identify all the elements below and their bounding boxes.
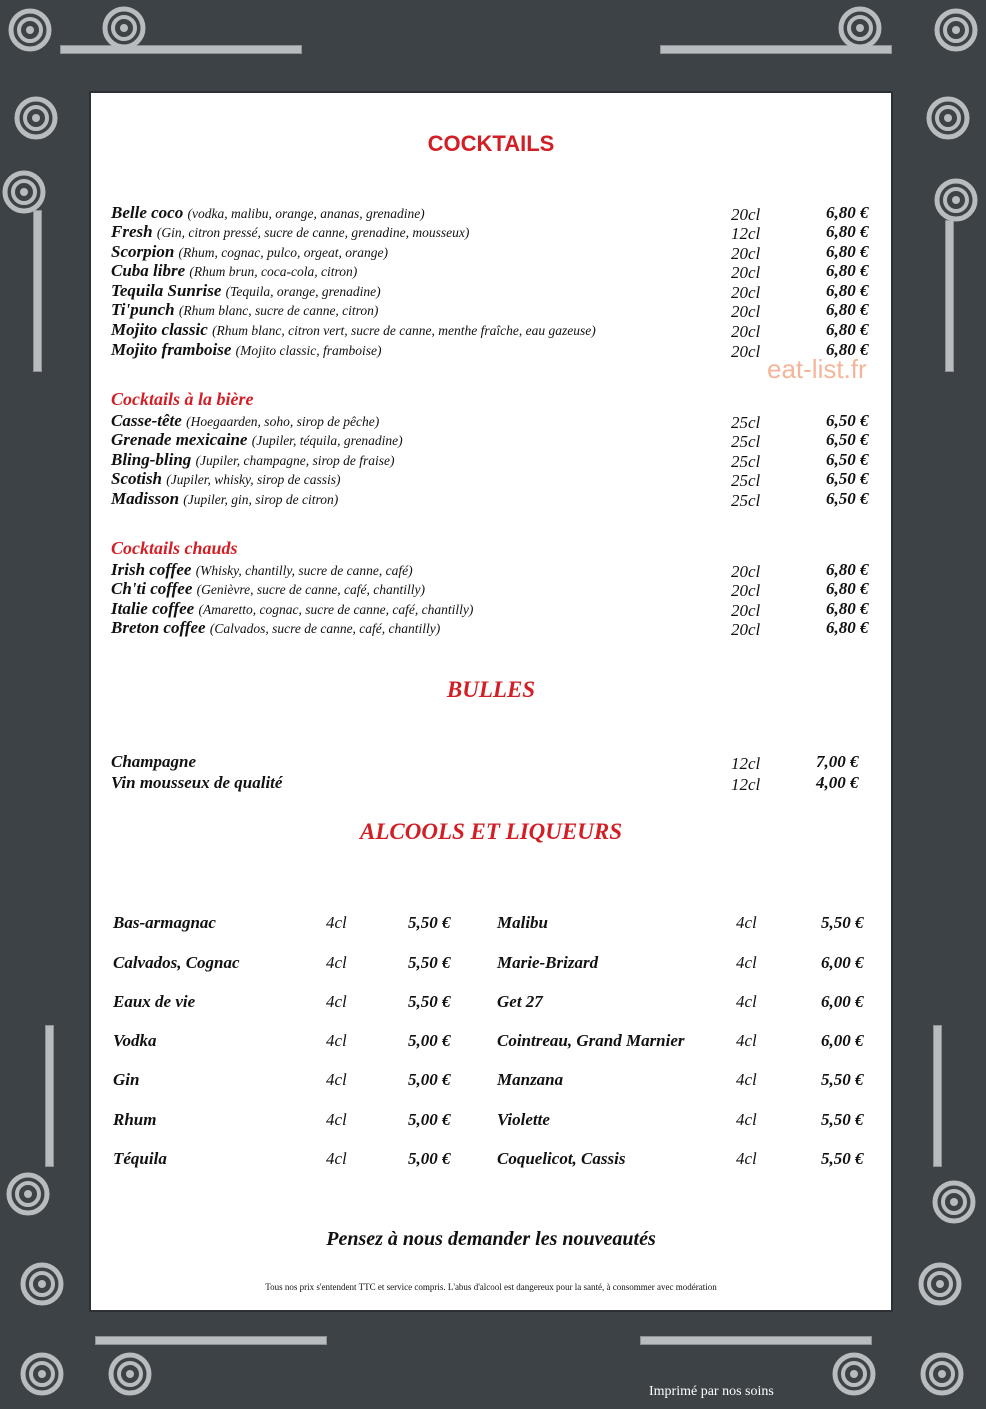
frame-bar-bottom-right [640,1336,872,1345]
spiral-ornament-icon [934,8,978,52]
item-volume: 25cl [731,413,761,432]
item-name: Ch'ti coffee [111,579,193,598]
footnote: Tous nos prix s'entendent TTC et service compris. L'abus d'alcool est dangereux pour la santé, à consommer avec modération [265,1282,717,1292]
item-price: 5,50 € [408,992,451,1011]
spiral-ornament-icon [918,1262,962,1306]
item-price: 5,50 € [821,1070,864,1089]
item-volume: 25cl [731,432,761,451]
item-description: (Genièvre, sucre de canne, café, chantilly) [196,582,426,597]
item-name: Champagne [111,752,197,771]
item-name: Téquila [113,1149,167,1168]
item-volume: 25cl [731,471,761,490]
printed-note: Imprimé par nos soins [649,1384,774,1399]
item-description: (Mojito classic, framboise) [235,343,382,358]
menu-item [111,222,881,242]
item-volume: 12cl [731,224,761,243]
menu-sheet [91,93,891,1310]
menu-item [111,411,881,431]
item-volume: 20cl [731,244,761,263]
item-name: Coquelicot, Cassis [497,1149,626,1168]
menu-item [111,242,881,262]
menu-item [111,752,881,772]
item-price: 6,80 € [826,560,869,579]
item-name: Mojito framboise [111,340,232,359]
item-price: 5,50 € [821,913,864,932]
menu-item [111,281,881,301]
item-name: Malibu [497,913,549,932]
item-description: (Hoegaarden, soho, sirop de pêche) [186,414,380,429]
item-price: 6,00 € [821,953,864,972]
item-price: 5,50 € [821,1110,864,1129]
item-volume: 20cl [731,205,761,224]
item-volume: 4cl [736,1031,757,1050]
item-name: Bling-bling [111,450,192,469]
spiral-ornament-icon [20,1262,64,1306]
item-name: Casse-tête [111,411,182,430]
item-volume: 12cl [731,775,761,794]
item-volume: 4cl [326,1110,347,1129]
menu-item [111,203,881,223]
item-volume: 4cl [326,913,347,932]
spirits-heading: ALCOOLS ET LIQUEURS [360,819,622,844]
frame-bar-bottom-left [95,1336,327,1345]
item-description: (Gin, citron pressé, sucre de canne, grenadine, mousseux) [156,225,470,240]
menu-item [111,560,881,580]
item-description: (Jupiler, whisky, sirop de cassis) [166,472,341,487]
item-description: (Rhum brun, coca-cola, citron) [189,264,358,279]
item-volume: 4cl [736,953,757,972]
frame-bar-top-left [60,45,302,54]
menu-item [111,320,881,340]
frame-bar-left-lower [45,1025,54,1167]
item-name: Eaux de vie [113,992,196,1011]
item-name: Rhum [113,1110,157,1129]
item-description: (Rhum blanc, citron vert, sucre de canne, menthe fraîche, eau gazeuse) [212,323,596,338]
item-volume: 4cl [736,992,757,1011]
spiral-ornament-icon [838,6,882,50]
item-name: Madisson [111,489,180,508]
item-name: Marie-Brizard [497,953,599,972]
item-name: Vin mousseux de qualité [111,773,283,792]
frame-bar-right-lower [933,1025,942,1167]
spiral-ornament-icon [926,96,970,140]
item-name: Manzana [497,1070,564,1089]
item-price: 6,50 € [826,450,869,469]
tagline: Pensez à nous demander les nouveautés [326,1228,656,1250]
spiral-ornament-icon [8,8,52,52]
item-volume: 4cl [326,1031,347,1050]
hot-cocktails-heading: Cocktails chauds [111,538,238,558]
item-name: Scorpion [111,242,175,261]
item-price: 6,80 € [826,242,869,261]
menu-item [111,340,881,360]
menu-item [111,773,881,793]
item-price: 5,50 € [408,953,451,972]
item-name: Violette [497,1110,550,1129]
spiral-ornament-icon [108,1352,152,1396]
item-description: (Jupiler, téquila, grenadine) [251,433,403,448]
item-price: 6,00 € [821,1031,864,1050]
spiral-ornament-icon [14,96,58,140]
item-volume: 4cl [326,1070,347,1089]
item-name: Bas-armagnac [113,913,216,932]
frame-bar-right-upper [945,220,954,372]
item-volume: 20cl [731,322,761,341]
menu-item [111,489,881,509]
item-price: 4,00 € [816,773,859,792]
item-price: 6,50 € [826,469,869,488]
frame-bar-left-upper [33,210,42,372]
item-price: 6,80 € [826,281,869,300]
item-name: Breton coffee [111,618,206,637]
item-price: 5,00 € [408,1031,451,1050]
item-volume: 4cl [736,1110,757,1129]
item-volume: 20cl [731,581,761,600]
item-volume: 25cl [731,452,761,471]
item-price: 5,00 € [408,1070,451,1089]
spiral-ornament-icon [2,170,46,214]
spiral-ornament-icon [934,178,978,222]
item-name: Italie coffee [111,599,195,618]
item-description: (Whisky, chantilly, sucre de canne, café) [195,563,413,578]
item-name: Vodka [113,1031,157,1050]
beer-cocktails-heading: Cocktails à la bière [111,389,254,409]
item-description: (Amaretto, cognac, sucre de canne, café, chantilly) [198,602,474,617]
item-volume: 20cl [731,342,761,361]
item-price: 6,50 € [826,411,869,430]
item-description: (Jupiler, gin, sirop de citron) [183,492,339,507]
item-price: 6,50 € [826,430,869,449]
item-name: Grenade mexicaine [111,430,248,449]
item-volume: 4cl [326,1149,347,1168]
menu-item [111,599,881,619]
item-volume: 4cl [736,1149,757,1168]
item-name: Cuba libre [111,261,186,280]
item-volume: 20cl [731,562,761,581]
spiral-ornament-icon [920,1352,964,1396]
spiral-ornament-icon [6,1172,50,1216]
item-name: Belle coco [111,203,184,222]
item-volume: 20cl [731,620,761,639]
item-price: 6,80 € [826,300,869,319]
item-price: 5,00 € [408,1110,451,1129]
item-price: 6,80 € [826,203,869,222]
item-price: 5,50 € [821,1149,864,1168]
menu-item [111,469,881,489]
item-price: 6,80 € [826,320,869,339]
item-description: (Rhum blanc, sucre de canne, citron) [178,303,379,318]
spiral-ornament-icon [102,6,146,50]
bubbles-heading: BULLES [446,677,536,702]
item-name: Gin [113,1070,140,1089]
item-price: 6,80 € [826,261,869,280]
item-name: Tequila Sunrise [111,281,222,300]
menu-item [111,300,881,320]
item-name: Irish coffee [111,560,192,579]
item-volume: 4cl [736,913,757,932]
item-volume: 20cl [731,302,761,321]
item-volume: 4cl [326,992,347,1011]
item-name: Get 27 [497,992,543,1011]
item-volume: 25cl [731,491,761,510]
item-price: 6,80 € [826,340,869,359]
item-description: (vodka, malibu, orange, ananas, grenadine) [187,206,425,221]
item-volume: 4cl [736,1070,757,1089]
item-name: Mojito classic [111,320,208,339]
item-name: Calvados, Cognac [113,953,240,972]
spiral-ornament-icon [932,1180,976,1224]
item-name: Fresh [111,222,153,241]
item-volume: 20cl [731,601,761,620]
item-name: Ti'punch [111,300,175,319]
item-price: 6,80 € [826,599,869,618]
item-description: (Calvados, sucre de canne, café, chantilly) [209,621,441,636]
item-price: 6,80 € [826,222,869,241]
menu-item [111,618,881,638]
menu-item [111,579,881,599]
cocktails-heading: COCKTAILS [427,131,555,156]
watermark: eat-list.fr [767,354,867,384]
item-volume: 4cl [326,953,347,972]
spiral-ornament-icon [832,1352,876,1396]
item-description: (Tequila, orange, grenadine) [225,284,381,299]
item-price: 5,50 € [408,913,451,932]
item-price: 6,50 € [826,489,869,508]
item-name: Scotish [111,469,163,488]
item-description: (Jupiler, champagne, sirop de fraise) [195,453,395,468]
item-volume: 12cl [731,754,761,773]
item-volume: 20cl [731,283,761,302]
item-name: Cointreau, Grand Marnier [497,1031,685,1050]
item-description: (Rhum, cognac, pulco, orgeat, orange) [178,245,389,260]
item-price: 6,80 € [826,579,869,598]
item-volume: 20cl [731,263,761,282]
item-price: 7,00 € [816,752,859,771]
menu-item [111,261,881,281]
spiral-ornament-icon [20,1352,64,1396]
menu-item [111,430,881,450]
menu-item [111,450,881,470]
item-price: 5,00 € [408,1149,451,1168]
item-price: 6,80 € [826,618,869,637]
item-price: 6,00 € [821,992,864,1011]
